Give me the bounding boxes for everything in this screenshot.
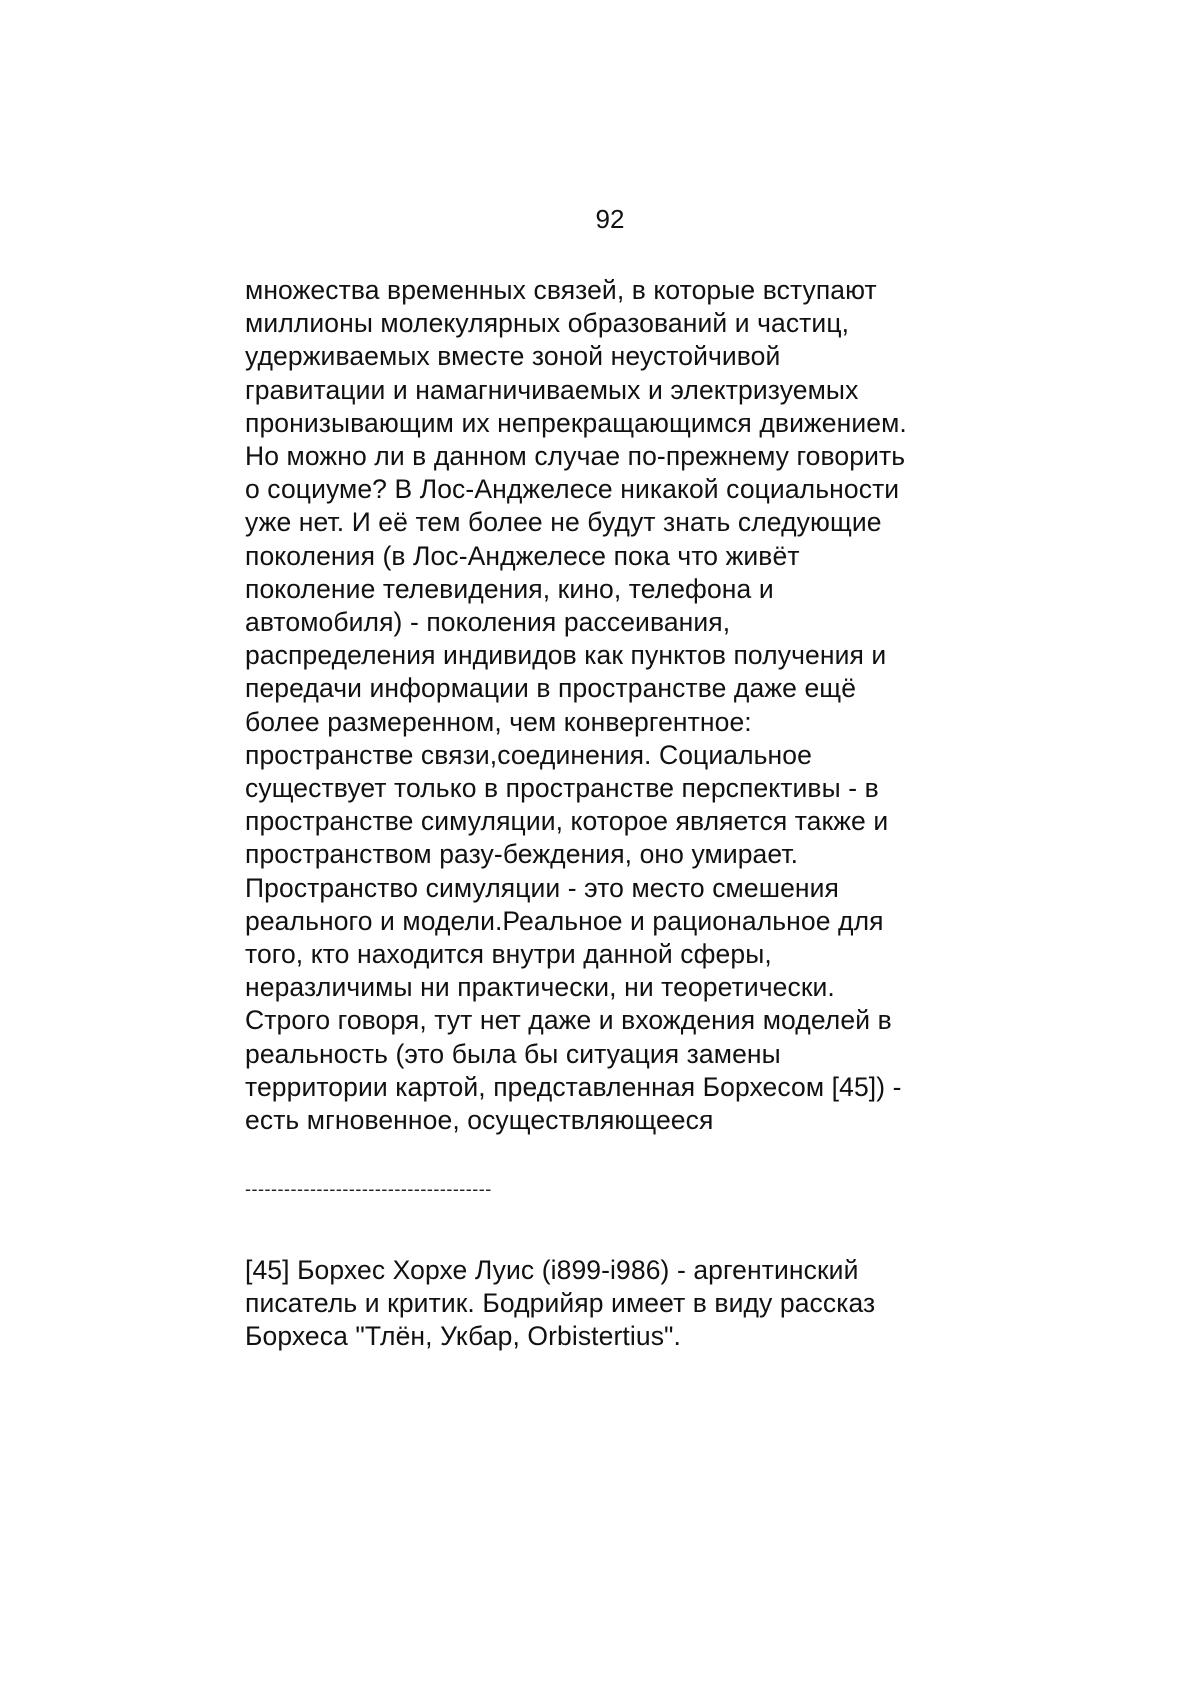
- body-line: удерживаемых вместе зоной неустойчивой: [245, 341, 781, 372]
- body-line: гравитации и намагничиваемых и электризуемых: [245, 374, 859, 405]
- body-line: о социуме? В Лос-Анджелесе никакой социальности: [245, 474, 900, 505]
- body-line: множества временных связей, в которые вступают: [245, 275, 877, 305]
- body-line: пространством разу-беждения, оно умирает.: [245, 839, 799, 870]
- body-line: Но можно ли в данном случае по-прежнему говорить: [245, 441, 906, 472]
- footnote: [245, 1254, 985, 1354]
- body-line: реального и модели.Реальное и рациональное для: [245, 905, 884, 936]
- body-line: есть мгновенное, осуществляющееся: [245, 1105, 714, 1136]
- body-line: пространстве связи,соединения. Социальное: [245, 739, 812, 770]
- body-line: уже нет. И её тем более не будут знать следующие: [245, 507, 882, 538]
- body-line: неразличимы ни практически, ни теоретически.: [245, 972, 835, 1003]
- body-line: того, кто находится внутри данной сферы,: [245, 939, 772, 970]
- footnote-separator: --------------------------------------: [245, 1179, 492, 1199]
- page-number: 92: [595, 204, 625, 234]
- body-line: миллионы молекулярных образований и частиц,: [245, 308, 850, 339]
- body-line: территории картой, представленная Борхесом [45]) -: [245, 1071, 902, 1102]
- body-line: более размеренном, чем конвергентное:: [245, 706, 752, 737]
- footnote-line: [45] Борхес Хорхе Луис (i899-i986) - аргентинский: [245, 1255, 859, 1285]
- body-line: Строго говоря, тут нет даже и вхождения моделей в: [245, 1005, 892, 1036]
- body-line: пронизывающим их непрекращающимся движением.: [245, 407, 907, 438]
- footnote-line: писатель и критик. Бодрийяр имеет в виду рассказ: [245, 1288, 876, 1319]
- body-line: автомобиля) - поколения рассеивания,: [245, 607, 731, 638]
- body-line: Пространство симуляции - это место смешения: [245, 872, 839, 903]
- body-line: передачи информации в пространстве даже ещё: [245, 673, 857, 704]
- body-line: поколения (в Лос-Анджелесе пока что живёт: [245, 540, 800, 571]
- body-line: существует только в пространстве перспективы - в: [245, 773, 879, 804]
- body-line: распределения индивидов как пунктов получения и: [245, 640, 887, 671]
- body-line: реальность (это была бы ситуация замены: [245, 1038, 781, 1069]
- footnote-line: Борхеса "Тлён, Укбар, Orbistertius".: [245, 1321, 682, 1352]
- body-line: пространстве симуляции, которое является также и: [245, 806, 889, 837]
- body-text: [245, 274, 985, 1137]
- body-line: поколение телевидения, кино, телефона и: [245, 573, 774, 604]
